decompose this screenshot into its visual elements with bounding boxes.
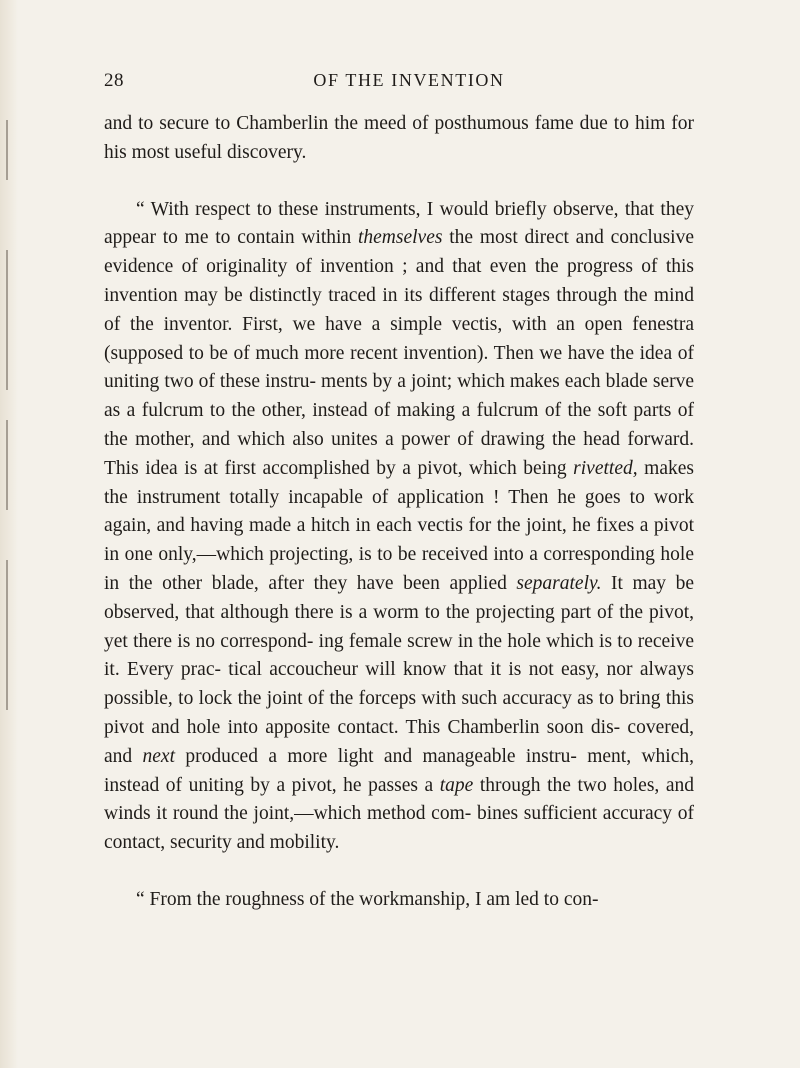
paragraph [104, 196, 694, 858]
running-head: OF THE INVENTION [313, 70, 505, 90]
text-run: “ From the roughness of the workmanship, I am led to con- [136, 888, 599, 910]
text-run: the most direct and conclusive evidence of originality of invention ; and that even the progress of this invention may be distinctly traced in its different stages through the mind of the inventor. First, we have a simple vectis, with an open fenestra (supposed to be of much more recent invention). Then we have the idea of uniting two of these instru- ments by a joint; which makes each blade serve as a fulcrum to the other, instead of making a fulcrum of the soft parts of the mother, and which also unites a power of drawing the head forward. This idea is at first accomplished by a pivot, which being [104, 227, 694, 479]
binding-shadow [6, 560, 8, 710]
binding-shadow [6, 120, 8, 180]
page-number: 28 [104, 70, 124, 91]
text-run: “ With respect to these instruments, I would briefly observe, that they appear to me to contain within [104, 198, 694, 249]
italic-run: tape [439, 774, 474, 796]
italic-run: themselves [357, 227, 443, 249]
text-run: makes the instrument totally incapable of application ! Then he goes to work again, and having made a hitch in each vectis for the joint, he fixes a pivot in one only,—which projecting, is to be received into a corresponding hole in the other blade, after they have been applied [104, 457, 694, 594]
text-run: and to secure to Chamberlin the meed of posthumous fame due to him for his most useful discovery. [104, 113, 694, 163]
italic-run: next [142, 745, 176, 767]
text-run: through the two holes, and winds it round the joint,—which method com- bines sufficient accuracy of contact, security and mobility. [104, 774, 694, 854]
italic-run: separately. [516, 572, 602, 594]
text-run: It may be observed, that although there is a worm to the projecting part of the pivot, yet there is no correspond- ing female screw in the hole which is to receive it. Every prac- tical accoucheur will know that it is not easy, nor always possible, to lock the joint of the forceps with such accuracy as to bring this pivot and hole into apposite contact. This Chamberlin soon dis- covered, and [104, 572, 694, 767]
italic-run: rivetted, [573, 457, 638, 479]
paragraph [104, 110, 694, 168]
text-run: produced a more light and manageable instru- ment, which, instead of uniting by a pivot, he passes a [104, 745, 694, 796]
page-header [104, 70, 694, 96]
body-text [104, 110, 694, 915]
binding-shadow [6, 420, 8, 510]
page-binding-edge [0, 0, 18, 1068]
paragraph [104, 886, 694, 915]
binding-shadow [6, 250, 8, 390]
